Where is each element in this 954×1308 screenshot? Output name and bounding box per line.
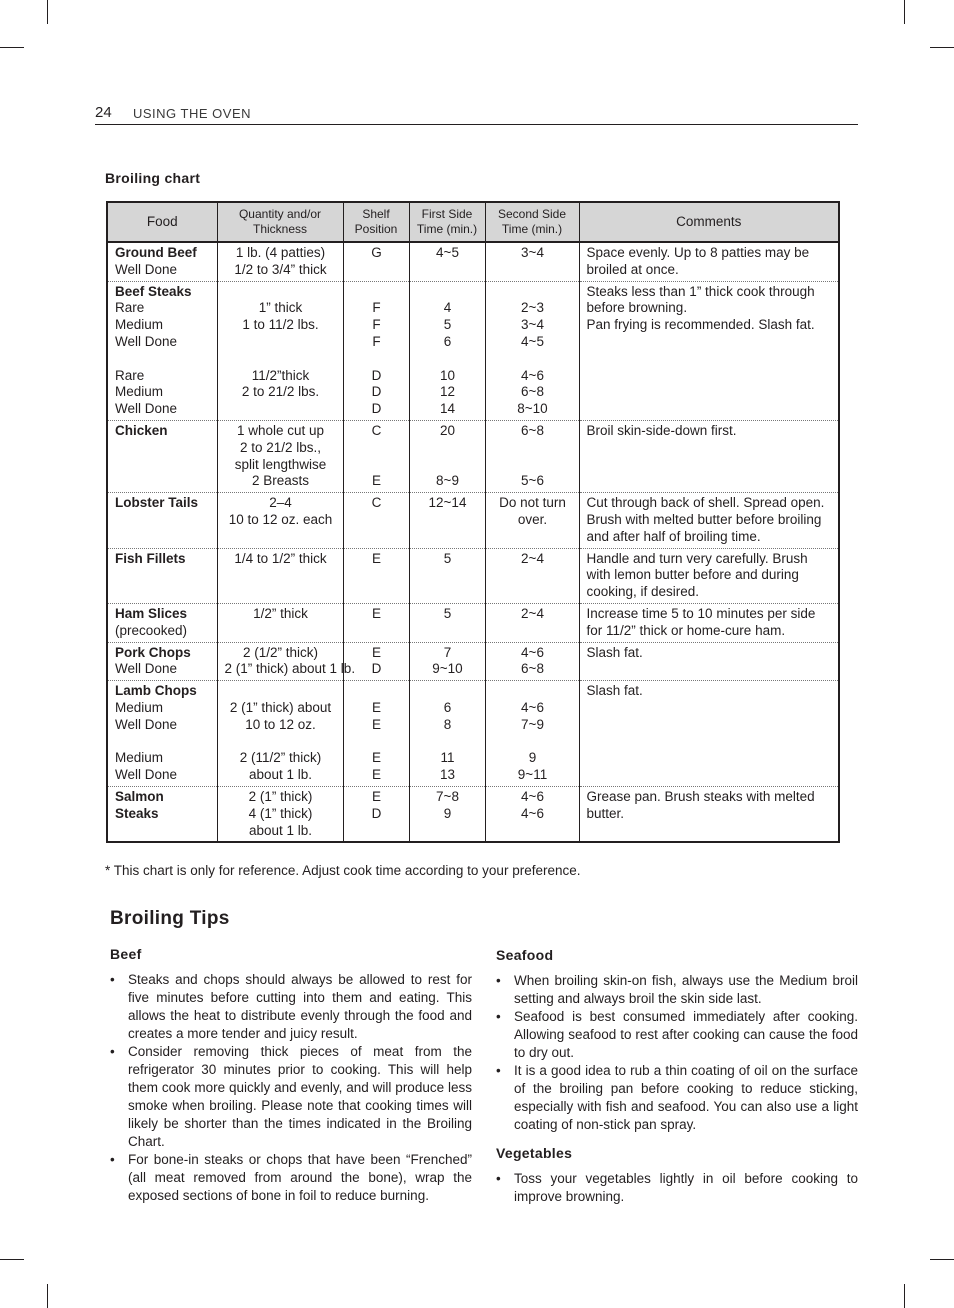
food-line: Medium [115,317,164,333]
tip-text: Toss your vegetables lightly in oil before cooking to improve browning. [514,1171,858,1204]
table-row [107,420,839,492]
quantity-line: 2 (1” thick) about 1 lb. [224,661,356,677]
comments-line: Handle and turn very carefully. Brush with lemon butter before and during cooking, if desired. [586,550,808,600]
beef-tips-list [110,971,472,1205]
second-side-cell [485,786,579,842]
quantity-cell [217,493,343,548]
quantity-line: split lengthwise [234,456,327,472]
first-side-line: 14 [439,401,456,417]
food-line: Pork Chops [115,644,191,660]
tips-left-column [110,945,472,1205]
second-side-line: 8~10 [517,401,548,417]
quantity-line [225,351,337,368]
second-side-line [493,683,573,700]
second-side-line: 2~4 [521,605,544,621]
vegetables-heading: Vegetables [496,1145,573,1161]
comments-line: Slash fat. [586,683,643,699]
food-line: Lamb Chops [115,683,197,699]
second-side-line: 4~6 [521,699,544,715]
bullet-icon: • [110,1044,115,1059]
second-side-line: 9~11 [517,767,548,783]
food-line: Medium [115,750,164,766]
second-side-line: 6~8 [521,661,544,677]
bullet-icon: • [496,1171,501,1186]
quantity-line: 2 (11/2” thick) [239,750,322,766]
second-side-cell [485,681,579,787]
quantity-line [225,683,337,700]
shelf-cell [343,786,409,842]
second-side-line: 4~6 [521,367,544,383]
quantity-line: about 1 lb. [248,767,313,783]
food-line: Ham Slices [115,605,188,621]
food-cell [107,548,217,603]
first-side-line: 11 [440,750,455,766]
second-side-line: 6~8 [521,422,544,438]
tip-item [110,1151,472,1205]
shelf-cell [343,420,409,492]
tip-text: Consider removing thick pieces of meat from the refrigerator 30 minutes prior to cooking. This will help them cook more quickly and evenly, and will produce less smoke when broiling. Please note that cooking times will likely be shorter than the times indicated in the Broiling Chart. [128,1044,472,1149]
shelf-line [351,457,403,474]
comments-cell [579,642,839,681]
shelf-cell [343,242,409,281]
food-line: Rare [115,300,145,316]
quantity-line [225,734,337,751]
first-side-line [417,457,479,474]
shelf-line: C [371,495,382,511]
first-side-cell [409,493,485,548]
food-line: Well Done [115,333,178,349]
second-side-line: 4~5 [521,333,544,349]
comments-cell [579,493,839,548]
quantity-line: 1/2 to 3/4” thick [234,261,327,277]
first-side-line: 20 [439,422,456,438]
second-side-line: 9 [528,750,537,766]
second-side-cell [485,420,579,492]
food-line [115,351,211,368]
shelf-line: F [372,300,381,316]
quantity-cell [217,548,343,603]
second-side-line: 3~4 [521,245,544,260]
food-line: Fish Fillets [115,550,186,566]
food-line: Salmon [115,788,164,804]
first-side-line: 8 [443,716,452,732]
second-side-line: 4~6 [521,805,544,821]
quantity-cell [217,786,343,842]
second-side-line: 7~9 [521,716,544,732]
shelf-line: E [371,788,381,804]
comments-cell [579,681,839,787]
tip-item [110,1043,472,1151]
comments-line: Steaks less than 1” thick cook through before browning. [586,283,815,316]
second-side-cell [485,242,579,281]
first-side-line: 9 [443,805,452,821]
quantity-line: 2 (1” thick) [248,788,313,804]
crop-mark [904,1284,905,1308]
first-side-line: 5 [443,317,452,333]
first-side-cell [409,681,485,787]
quantity-line: 1 lb. (4 patties) [235,245,326,260]
food-line: Well Done [115,261,178,277]
tip-text: For bone-in steaks or chops that have been “Frenched” (all meat removed from around the bone), wrap the exposed sections of bone in foil to reduce burning. [128,1152,472,1203]
first-side-line [417,683,479,700]
first-side-line: 13 [439,767,456,783]
second-side-line [493,440,573,457]
first-side-line: 9~10 [432,661,463,677]
first-side-line: 8~9 [436,473,459,489]
second-side-line: 4~6 [521,788,544,804]
first-side-line: 6 [443,699,452,715]
quantity-cell [217,603,343,642]
table-row [107,493,839,548]
food-cell [107,242,217,281]
shelf-line [351,734,403,751]
food-cell [107,642,217,681]
table-row [107,786,839,842]
food-cell [107,493,217,548]
first-side-line: 10 [439,367,456,383]
shelf-cell [343,493,409,548]
shelf-line: F [372,333,381,349]
comments-cell [579,242,839,281]
quantity-line: 10 to 12 oz. each [228,511,333,527]
second-side-cell [485,493,579,548]
quantity-line: 11/2”thick [251,367,310,383]
column-header-first-side: First Side Time (min.) [409,202,485,242]
first-side-cell [409,642,485,681]
first-side-cell [409,242,485,281]
shelf-line: G [371,245,382,260]
second-side-line [493,351,573,368]
food-line: Well Done [115,716,178,732]
tip-item [496,1008,858,1062]
first-side-cell [409,603,485,642]
comments-cell [579,281,839,420]
bullet-icon: • [496,1063,501,1078]
table-row [107,242,839,281]
seafood-heading: Seafood [496,947,554,963]
shelf-line: E [371,699,381,715]
quantity-cell [217,242,343,281]
quantity-line: 1 whole cut up [236,422,325,438]
tips-right-column [496,946,858,1206]
first-side-cell [409,548,485,603]
first-side-line: 7~8 [436,788,459,804]
quantity-line [225,334,337,351]
broiling-tips-title: Broiling Tips [110,908,230,929]
comments-line: Grease pan. Brush steaks with melted butter. [586,788,815,821]
shelf-line: F [372,317,381,333]
shelf-line [351,683,403,700]
first-side-cell [409,786,485,842]
first-side-cell [409,281,485,420]
quantity-line: about 1 lb. [248,822,313,838]
first-side-line: 12 [439,384,456,400]
first-side-line [417,440,479,457]
shelf-line: D [371,805,382,821]
second-side-cell [485,281,579,420]
food-line: Chicken [115,422,168,438]
second-side-line [493,734,573,751]
table-row [107,681,839,787]
second-side-cell [485,603,579,642]
shelf-line [351,440,403,457]
tip-text: Steaks and chops should always be allowed to rest for five minutes before cutting into them and eating. This allows the heat to distribute evenly through the food and creates a more tender and juicy result. [128,972,472,1041]
quantity-cell [217,420,343,492]
food-line: Medium [115,699,164,715]
second-side-line: Do not turn over. [499,495,566,527]
second-side-line [493,284,573,301]
quantity-line: 10 to 12 oz. [245,716,316,732]
tip-text: It is a good idea to rub a thin coating of oil on the surface of the broiling pan before cooking to reduce sticking, especially with fish and seafood. You can also use a light coating of non-stick pan spray. [514,1063,858,1132]
first-side-line: 12~14 [428,495,467,511]
shelf-cell [343,281,409,420]
shelf-line: E [371,767,381,783]
first-side-line: 4~5 [436,245,459,260]
table-row [107,642,839,681]
table-row [107,548,839,603]
food-line: Well Done [115,767,178,783]
table-header-row [107,202,839,242]
crop-mark [0,1259,24,1260]
quantity-line [225,284,337,301]
second-side-line: 2~4 [521,550,544,566]
chart-footnote: * This chart is only for reference. Adjust cook time according to your preference. [105,863,581,878]
food-line: Beef Steaks [115,283,192,299]
shelf-cell [343,681,409,787]
second-side-line: 4~6 [521,644,544,660]
comments-cell [579,420,839,492]
shelf-line [351,284,403,301]
vegetables-tips-list [496,1170,858,1206]
quantity-line: 1 to 11/2 lbs. [242,317,319,333]
second-side-line: 5~6 [521,473,544,489]
crop-mark [904,0,905,24]
column-header-quantity: Quantity and/or Thickness [217,202,343,242]
comments-line: Broil skin-side-down first. [586,422,737,438]
shelf-line: E [371,750,381,766]
shelf-cell [343,603,409,642]
quantity-cell [217,642,356,681]
tip-item [110,971,472,1043]
quantity-line: 2 Breasts [251,473,310,489]
shelf-line [351,351,403,368]
first-side-line [417,734,479,751]
quantity-line: 1/4 to 1/2” thick [234,550,327,566]
food-cell [107,281,217,420]
first-side-line: 5 [443,605,452,621]
shelf-line: E [371,644,381,660]
page-header [95,104,858,125]
food-line [115,734,211,751]
shelf-line: E [371,473,381,489]
food-line: Ground Beef [115,245,197,260]
crop-mark [930,1259,954,1260]
comments-line: Pan frying is recommended. Slash fat. [586,317,815,333]
shelf-line: E [371,716,381,732]
section-title: USING THE OVEN [133,106,252,121]
bullet-icon: • [110,1152,115,1167]
crop-mark [0,47,24,48]
quantity-line: 2 (1” thick) about [229,699,332,715]
quantity-cell [217,281,343,420]
shelf-line: D [371,384,382,400]
second-side-cell [485,642,579,681]
comments-line: Space evenly. Up to 8 patties may be broiled at once. [586,245,810,277]
column-header-comments: Comments [579,202,839,242]
food-line: (precooked) [115,622,188,638]
quantity-line: 2 to 21/2 lbs. [241,384,320,400]
comments-cell [579,603,839,642]
first-side-line: 7 [443,644,452,660]
food-cell [107,603,217,642]
food-cell [107,420,217,492]
crop-mark [47,1284,48,1308]
shelf-line: D [371,661,382,677]
shelf-cell [343,548,409,603]
bullet-icon: • [110,972,115,987]
quantity-line: 1” thick [258,300,303,316]
first-side-line: 5 [443,550,452,566]
quantity-line: 2 (1/2” thick) [242,644,319,660]
comments-cell [579,548,839,603]
table-row [107,281,839,420]
crop-mark [47,0,48,24]
comments-line: Increase time 5 to 10 minutes per side for 11/2” thick or home-cure ham. [586,605,816,638]
column-header-second-side: Second Side Time (min.) [485,202,579,242]
first-side-line [417,284,479,301]
first-side-line: 6 [443,333,452,349]
seafood-tips-list [496,972,858,1134]
tip-item [496,1062,858,1134]
crop-mark [930,47,954,48]
comments-cell [579,786,839,842]
column-header-food: Food [107,202,217,242]
food-line: Well Done [115,661,178,677]
tip-text: Seafood is best consumed immediately after cooking. Allowing seafood to rest after cooking can cause the food to dry out. [514,1009,858,1060]
second-side-line: 2~3 [521,300,544,316]
food-line: Medium [115,384,164,400]
food-line: Rare [115,367,145,383]
food-cell [107,786,217,842]
first-side-line: 4 [443,300,452,316]
bullet-icon: • [496,973,501,988]
food-line: Well Done [115,401,178,417]
column-header-shelf: Shelf Position [343,202,409,242]
comments-line: Cut through back of shell. Spread open. Brush with melted butter before broiling and after half of broiling time. [586,495,825,544]
shelf-line: D [371,401,382,417]
tip-text: When broiling skin-on fish, always use the Medium broil setting and always broil the skin side last. [514,973,858,1006]
first-side-line [417,351,479,368]
broiling-chart-table [106,201,840,843]
page-number: 24 [95,104,112,121]
quantity-line: 4 (1” thick) [248,805,313,821]
table-row [107,603,839,642]
shelf-line: E [371,550,381,566]
second-side-line: 3~4 [521,317,544,333]
shelf-line: C [371,422,382,438]
shelf-line: E [371,605,381,621]
quantity-line: 2–4 [269,495,292,511]
quantity-line: 1/2” thick [253,605,308,621]
food-line: Steaks [115,805,159,821]
second-side-line: 6~8 [521,384,544,400]
chart-title: Broiling chart [105,170,201,186]
second-side-cell [485,548,579,603]
comments-line: Slash fat. [586,644,643,660]
quantity-cell [217,681,343,787]
tip-item [496,972,858,1008]
tip-item [496,1170,858,1206]
food-line: Lobster Tails [115,495,199,511]
first-side-cell [409,420,485,492]
food-cell [107,681,217,787]
bullet-icon: • [496,1009,501,1024]
quantity-line [225,401,337,418]
beef-heading: Beef [110,946,142,962]
quantity-line: 2 to 21/2 lbs., [239,439,322,455]
second-side-line [493,457,573,474]
shelf-line: D [371,367,382,383]
